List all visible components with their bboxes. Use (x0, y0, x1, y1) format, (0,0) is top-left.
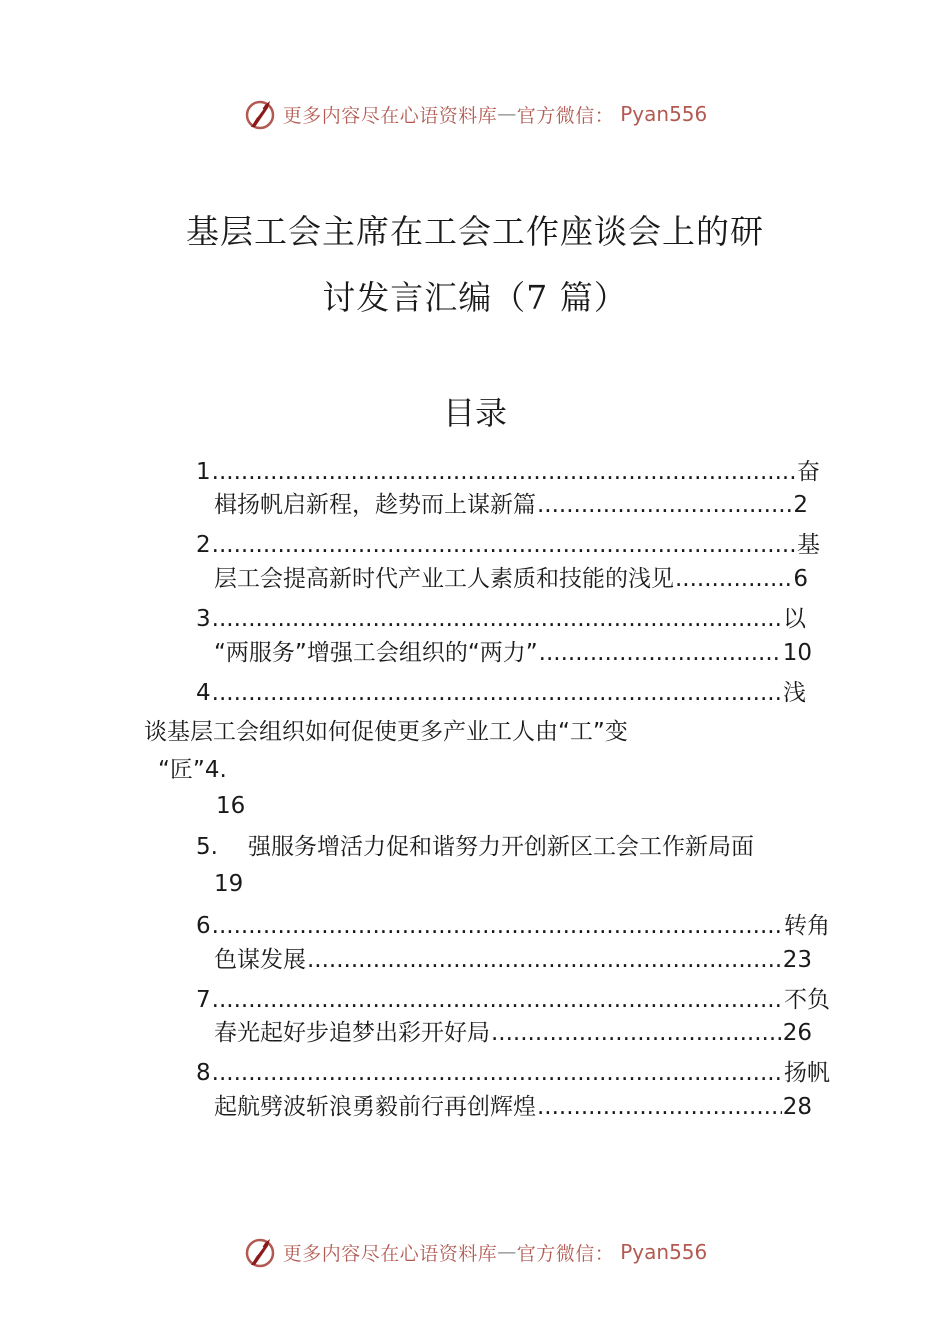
toc-entry-4-page[interactable]: 16 (216, 793, 246, 819)
toc-entry-8-line-2[interactable] (214, 1091, 812, 1123)
watermark-dash: — (497, 1241, 517, 1263)
toc-entry-3-line-1[interactable] (196, 603, 806, 635)
pen-logo-icon (243, 97, 277, 131)
toc-entry-text-start: 基 (797, 532, 820, 558)
leader-dots (537, 1091, 782, 1123)
leader-dots (307, 944, 782, 976)
leader-dots (212, 529, 796, 561)
toc-entry-text: 色谋发展 (214, 947, 306, 973)
toc-entry-page: 6 (793, 566, 808, 592)
toc-entry-5-text[interactable]: 强服务增活力促和谐努力开创新区工会工作新局面 (248, 834, 754, 860)
toc-entry-page: 2 (793, 492, 808, 518)
toc-entry-text: 春光起好步追梦出彩开好局 (214, 1020, 490, 1046)
toc-entry-3-line-2[interactable] (214, 637, 812, 669)
leader-dots (212, 677, 782, 709)
leader-dots (212, 456, 796, 488)
watermark-channel: 官方微信： (516, 104, 615, 127)
toc-entry-8-line-1[interactable] (196, 1057, 830, 1089)
toc-entry-text-start: 不负 (784, 987, 830, 1013)
toc-entry-text: “两服务”增强工会组织的“两力” (214, 640, 538, 666)
toc-entry-text: 层工会提高新时代产业工人素质和技能的浅见 (214, 566, 674, 592)
watermark-brand: 更多内容尽在心语资料库 (282, 104, 498, 127)
toc-entry-4-text-a[interactable]: 谈基层工会组织如何促使更多产业工人由“工”变 (144, 719, 628, 745)
toc-entry-number: 7 (196, 987, 211, 1013)
toc-entry-6-line-1[interactable] (196, 910, 830, 942)
leader-dots (212, 984, 783, 1016)
header-watermark (0, 94, 950, 134)
leader-dots (212, 603, 782, 635)
toc-entry-1-line-2[interactable] (214, 489, 808, 521)
toc-entry-text: 起航劈波斩浪勇毅前行再创辉煌 (214, 1094, 536, 1120)
toc-entry-7-line-1[interactable] (196, 984, 830, 1016)
leader-dots (212, 1057, 783, 1089)
toc-entry-text-start: 浅 (783, 680, 806, 706)
watermark-dash: — (497, 103, 517, 125)
toc-entry-page: 26 (782, 1020, 812, 1046)
leader-dots (675, 563, 792, 595)
leader-dots (491, 1017, 782, 1049)
watermark-channel: 官方微信： (516, 1242, 615, 1265)
toc-entry-text: 楫扬帆启新程，趁势而上谋新篇 (214, 492, 536, 518)
toc-entry-text-start: 扬帆 (784, 1060, 830, 1086)
watermark-id: Pyan556 (620, 102, 708, 126)
toc-entry-number: 6 (196, 913, 211, 939)
toc-entry-4-line-1[interactable] (196, 677, 806, 709)
toc-entry-5-page[interactable]: 19 (214, 871, 244, 897)
footer-watermark (0, 1232, 950, 1272)
watermark-brand: 更多内容尽在心语资料库 (282, 1242, 498, 1265)
leader-dots (539, 637, 782, 669)
toc-entry-page: 10 (782, 640, 812, 666)
toc-entry-number: 2 (196, 532, 211, 558)
document-title-line-1: 基层工会主席在工会工作座谈会上的研 (186, 212, 764, 251)
toc-entry-4-text-b[interactable]: “匠”4. (158, 757, 227, 783)
toc-entry-text-start: 以 (783, 606, 806, 632)
toc-entry-1-line-1[interactable] (196, 456, 820, 488)
toc-entry-number: 8 (196, 1060, 211, 1086)
watermark-id: Pyan556 (620, 1240, 708, 1264)
toc-entry-5-number[interactable]: 5. (196, 834, 218, 860)
toc-entry-6-line-2[interactable] (214, 944, 812, 976)
toc-entry-2-line-2[interactable] (214, 563, 808, 595)
toc-entry-text-start: 转角 (784, 913, 830, 939)
toc-entry-page: 28 (782, 1094, 812, 1120)
document-title-line-2: 讨发言汇编（7 篇） (322, 278, 628, 317)
toc-entry-page: 23 (782, 947, 812, 973)
toc-entry-text-start: 奋 (797, 459, 820, 485)
toc-entry-number: 4 (196, 680, 211, 706)
toc-entry-number: 1 (196, 459, 211, 485)
leader-dots (212, 910, 783, 942)
toc-entry-2-line-1[interactable] (196, 529, 820, 561)
leader-dots (537, 489, 792, 521)
toc-entry-number: 3 (196, 606, 211, 632)
toc-heading: 目录 (442, 394, 507, 432)
pen-logo-icon (243, 1235, 277, 1269)
toc-entry-7-line-2[interactable] (214, 1017, 812, 1049)
